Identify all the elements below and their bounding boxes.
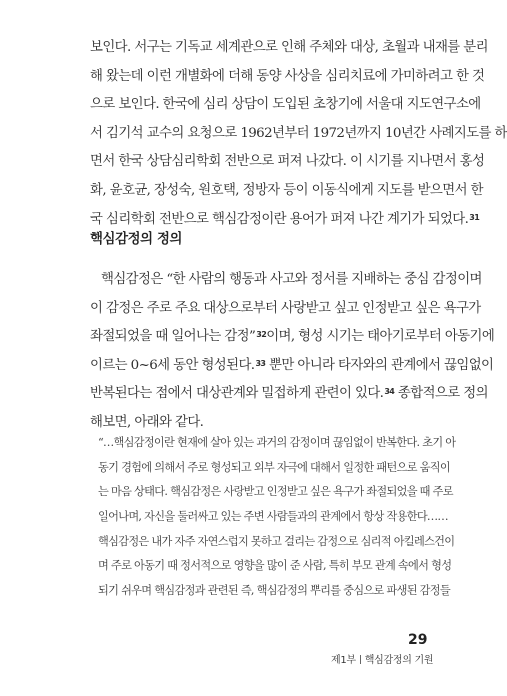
quote-line: “…핵심감정이란 현재에 살아 있는 과거의 감정이며 끊임없이 반복한다. 초기 아 [98, 436, 456, 449]
text-line: 화, 윤호균, 장성숙, 원호택, 정방자 등이 이동식에게 지도를 받으면서 한 [90, 182, 483, 198]
quote-line: 며 주로 아동기 때 정서적으로 영향을 많이 준 사람, 특히 부모 관계 속에서 형성 [98, 559, 452, 573]
text-line-with-footnote [90, 323, 495, 352]
chapter-label: 핵심감정의 기원 [364, 655, 434, 666]
page-number: 29 [408, 632, 428, 648]
text-segment: 이며, 형성 시기는 태아기로부터 아동기에 [266, 329, 495, 345]
text-line: 으로 보인다. 한국에 심리 상담이 도입된 초창기에 서울대 지도연구소에 [90, 97, 481, 113]
text-segment: 반복된다는 점에서 대상관계와 밀접하게 관련이 있다. [90, 386, 384, 402]
text-line: 해 왔는데 이런 개별화에 더해 동양 사상을 심리치료에 가미하려고 한 것 [90, 68, 485, 84]
running-footer [331, 651, 433, 666]
footnote-marker: 34 [384, 387, 395, 397]
text-segment: 이르는 0~6세 동안 형성된다. [90, 357, 255, 373]
text-segment: 좌절되었을 때 일어나는 감정” [90, 329, 256, 345]
text-segment: 뿐만 아니라 타자와의 관계에서 끊임없이 [265, 357, 494, 373]
text-line: 이 감정은 주로 주요 대상으로부터 사랑받고 싶고 인정받고 싶은 욕구가 [90, 300, 481, 316]
part-label: 제1부 [331, 655, 356, 666]
text-line [90, 266, 482, 295]
quote-line: 핵심감정은 내가 자주 자연스럽지 못하고 걸리는 감정으로 심리적 아킬레스건이 [98, 534, 455, 548]
footnote-marker: 31 [469, 212, 480, 222]
text-line: 국 심리학회 전반으로 핵심감정이란 용어가 퍼져 나간 계기가 되었다. [90, 211, 469, 227]
text-line-content: 핵심감정은 “한 사람의 행동과 사고와 정서를 지배하는 중심 감정이며 [100, 272, 482, 287]
text-line: 서 김기석 교수의 요청으로 1962년부터 1972년까지 10년간 사례지도를 하 [90, 125, 507, 141]
quote-line: 일어나며, 자신을 둘러싸고 있는 주변 사람들과의 관계에서 항상 작용한다…… [98, 510, 448, 524]
text-line: 면서 한국 상담심리학회 전반으로 퍼져 나갔다. 이 시기를 지나면서 홍성 [90, 154, 485, 170]
section-heading: 핵심감정의 정의 [90, 232, 183, 247]
text-line: 해보면, 아래와 같다. [90, 414, 204, 430]
text-line: 보인다. 서구는 기독교 세계관으로 인해 주체와 대상, 초월과 내재를 분리 [90, 40, 488, 55]
quote-line: 동기 경험에 의해서 주로 형성되고 외부 자극에 대해서 일정한 패턴으로 움직이 [98, 460, 450, 474]
paragraph-definition [90, 266, 495, 438]
divider [360, 655, 361, 664]
text-line-with-footnote [90, 380, 488, 409]
text-segment: 종합적으로 정의 [394, 386, 488, 402]
text-line-with-footnote [90, 352, 494, 381]
footnote-marker: 33 [255, 358, 266, 368]
quote-line: 는 마음 상태다. 핵심감정은 사랑받고 인정받고 싶은 욕구가 좌절되었을 때 주로 [98, 485, 453, 499]
paragraph-intro [90, 34, 507, 234]
block-quote [98, 431, 456, 604]
footnote-marker: 32 [256, 330, 267, 340]
quote-line: 되기 쉬우며 핵심감정과 관련된 즉, 핵심감정의 뿌리를 중심으로 파생된 감정들 [98, 584, 450, 598]
